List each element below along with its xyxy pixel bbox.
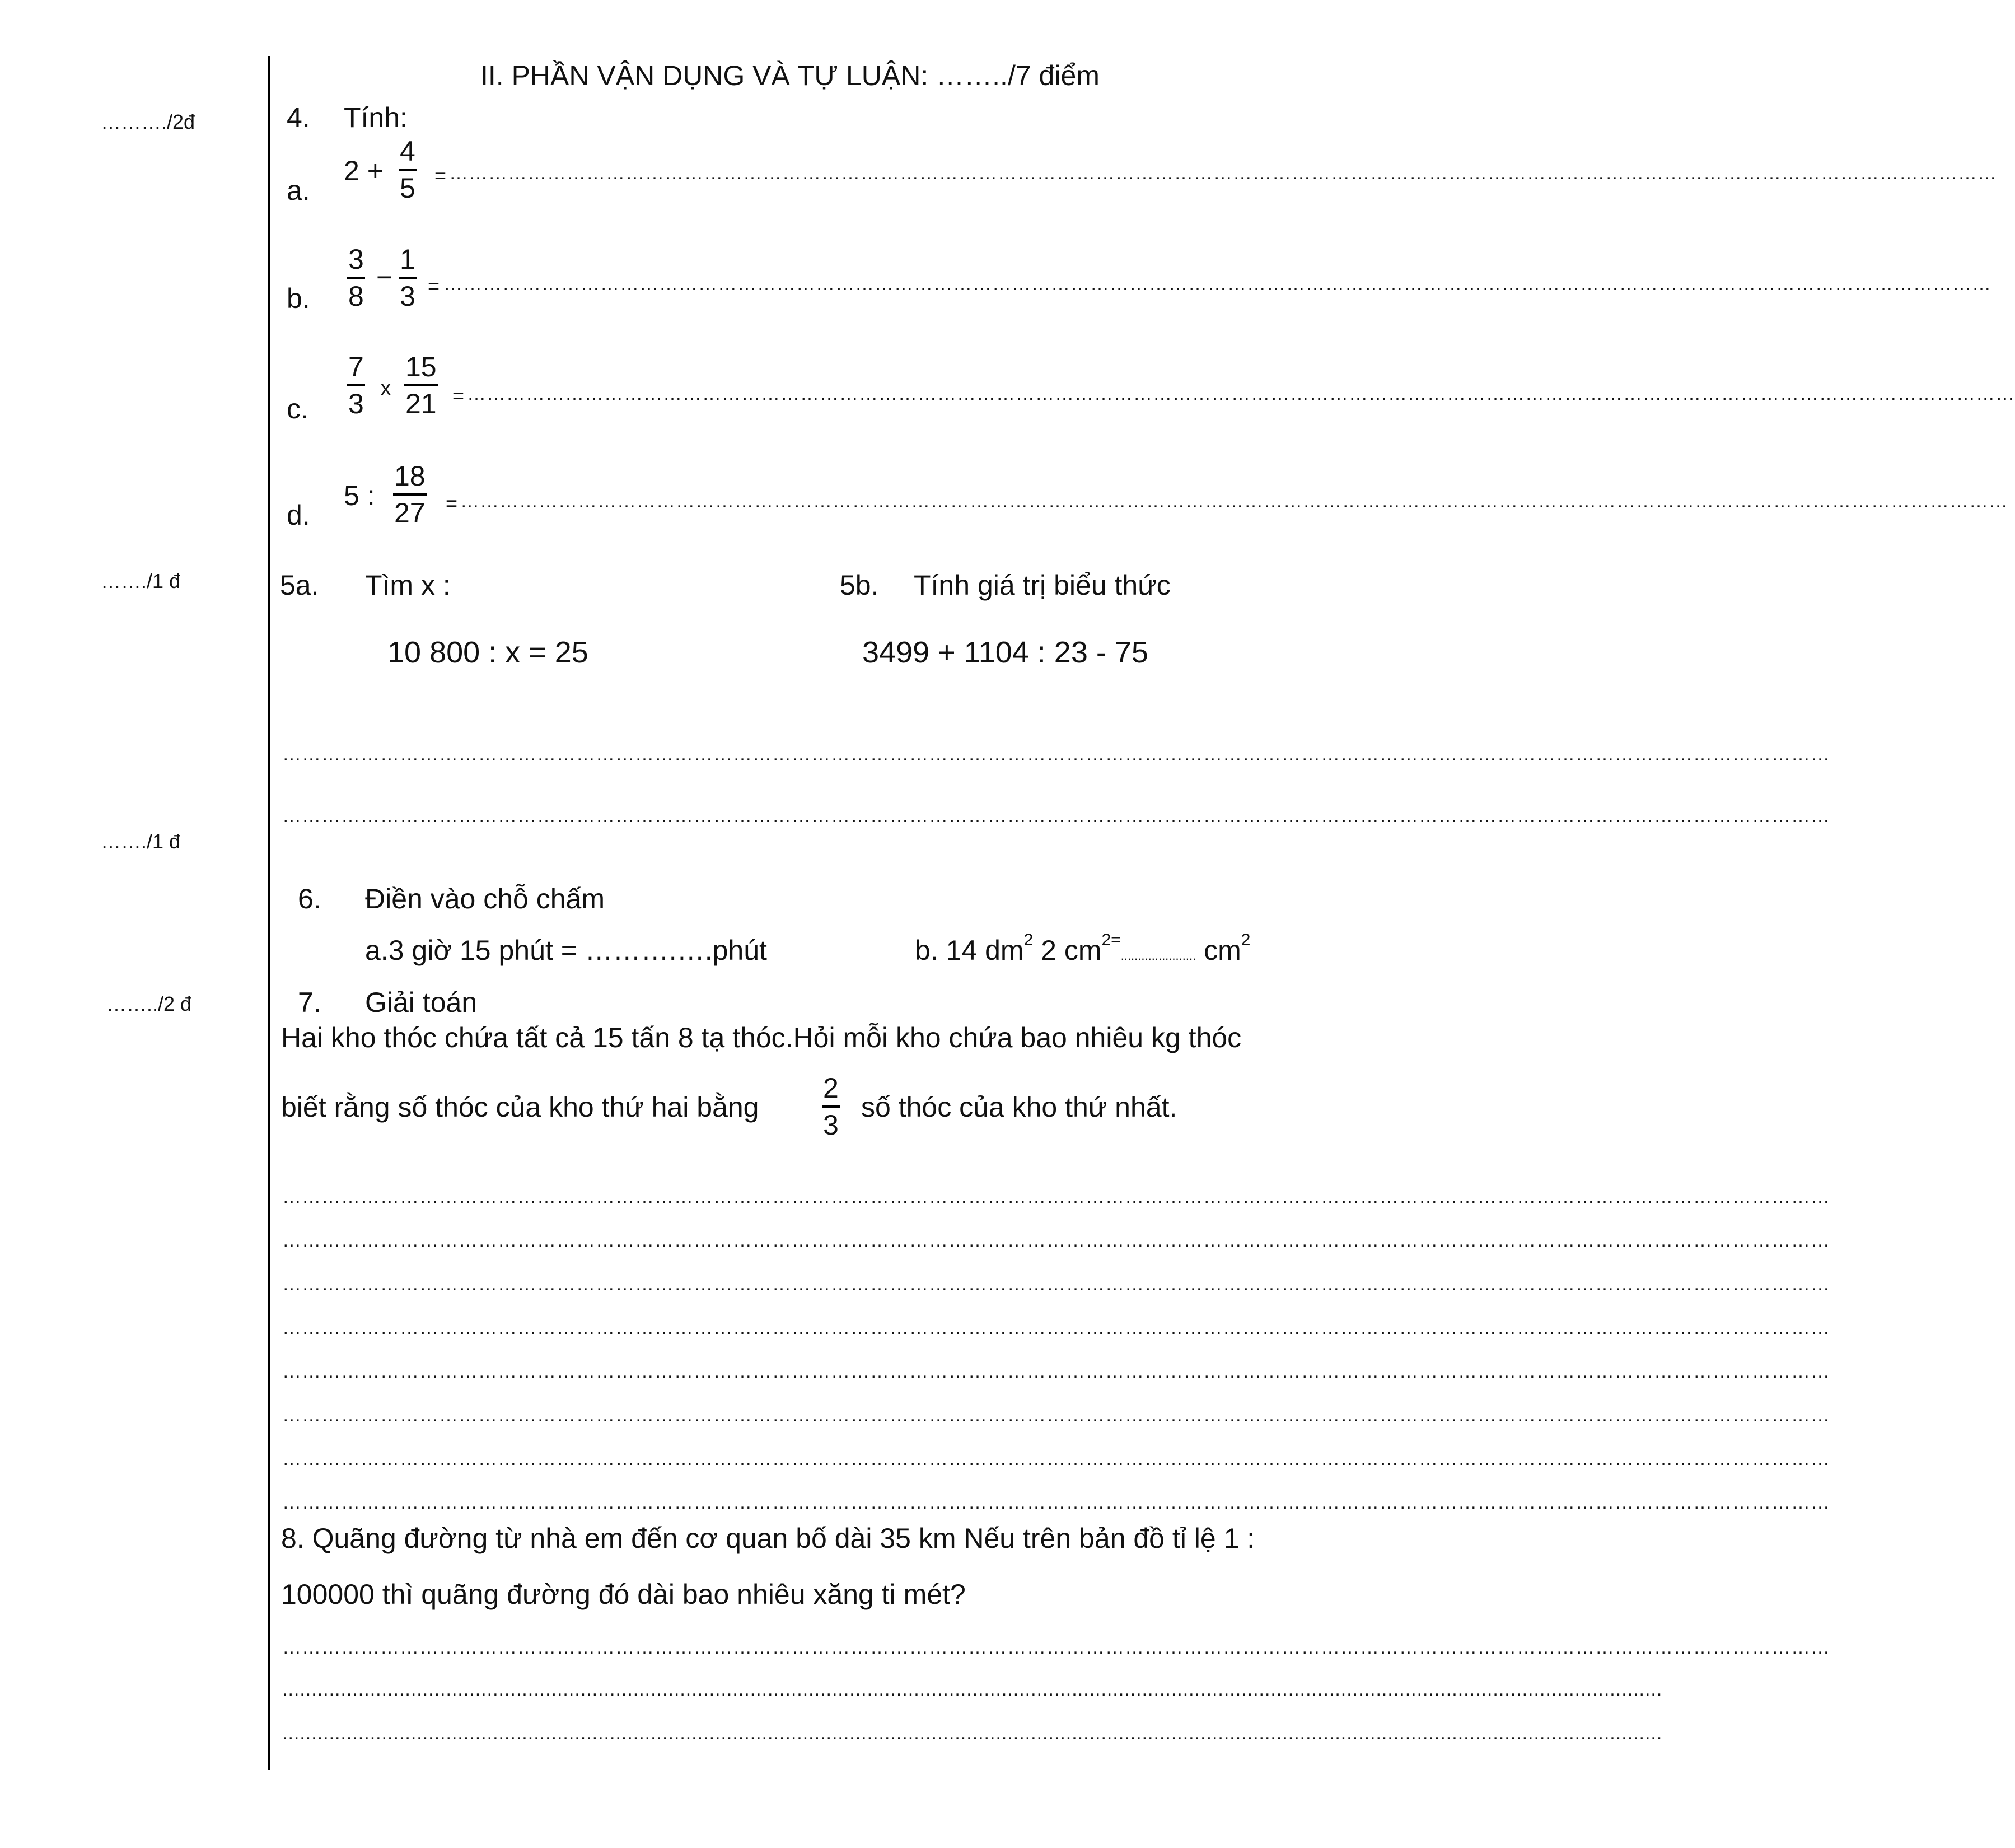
q4c-denominator-2: 21 xyxy=(405,388,437,419)
q4a-letter: a. xyxy=(287,175,310,206)
q4d-equals: = xyxy=(446,492,458,515)
q7-answer-line-4[interactable]: ………………………………………………………………………………………………………………………………………………………………………………………………………………… xyxy=(282,1317,1830,1338)
q4c-fraction-2 xyxy=(404,353,438,418)
q7-numerator: 2 xyxy=(823,1072,839,1104)
q4a-numerator: 4 xyxy=(400,136,415,167)
q8-problem-line-1: 8. Quãng đường từ nhà em đến cơ quan bố dài 35 km Nếu trên bản đồ tỉ lệ 1 : xyxy=(281,1523,1255,1554)
q6b-blank[interactable]: ...................... xyxy=(1120,949,1196,963)
q4b-denominator-2: 3 xyxy=(400,281,415,312)
q4c-numerator-2: 15 xyxy=(405,351,437,382)
q6b-mid: 2 cm xyxy=(1033,935,1102,966)
q6b-prefix: b. 14 dm xyxy=(915,935,1024,966)
q5-answer-line-2[interactable]: ………………………………………………………………………………………………………………………………………………………………………………………………………………… xyxy=(282,805,1830,827)
q7-problem-line-2-start: biết rằng số thóc của kho thứ hai bằng xyxy=(281,1091,759,1123)
q6-label: Điền vào chỗ chấm xyxy=(365,883,605,914)
q4c-operator: x xyxy=(381,376,391,399)
q4b-equals: = xyxy=(428,274,440,297)
q4c-numerator-1: 7 xyxy=(348,351,364,382)
q6a-text: a.3 giờ 15 phút = ……….….phút xyxy=(365,935,767,966)
q7-fraction xyxy=(822,1074,840,1139)
q5b-label: Tính giá trị biểu thức xyxy=(914,570,1171,601)
q5-answer-line-1[interactable]: ………………………………………………………………………………………………………………………………………………………………………………………………………………… xyxy=(282,744,1830,765)
q6b-unit: cm xyxy=(1196,935,1241,966)
q6-number: 6. xyxy=(298,883,321,914)
q4b-letter: b. xyxy=(287,283,310,314)
q6b-sup-2: 2= xyxy=(1101,931,1121,949)
q7-answer-line-3[interactable]: ………………………………………………………………………………………………………………………………………………………………………………………………………………… xyxy=(282,1273,1830,1295)
q4b-answer-line[interactable]: ………………………………………………………………………………………………………………………………………………………………………………………………………………… xyxy=(443,273,1991,295)
q7-denominator: 3 xyxy=(823,1109,839,1141)
margin-divider-line xyxy=(268,56,270,1770)
q4b-numerator-2: 1 xyxy=(400,244,415,275)
q4b-fraction-1 xyxy=(347,245,365,310)
q8-answer-line-2[interactable]: ............................................................................................................................................................................................................................................ xyxy=(282,1679,1663,1700)
q4d-letter: d. xyxy=(287,500,310,531)
q4-number: 4. xyxy=(287,102,310,133)
q6b-sup-3: 2 xyxy=(1241,931,1251,949)
q4a-lead: 2 + xyxy=(344,155,384,186)
q7-answer-line-5[interactable]: ………………………………………………………………………………………………………………………………………………………………………………………………………………… xyxy=(282,1361,1830,1382)
q7-answer-line-7[interactable]: ………………………………………………………………………………………………………………………………………………………………………………………………………………… xyxy=(282,1448,1830,1469)
score-margin-q5: ……./1 đ xyxy=(101,570,181,592)
score-margin-q4: ………./2đ xyxy=(101,110,195,133)
q6b-sup-1: 2 xyxy=(1023,931,1034,949)
q5a-expression: 10 800 : x = 25 xyxy=(387,636,588,669)
q4d-answer-line[interactable]: ………………………………………………………………………………………………………………………………………………………………………………………………………………… xyxy=(460,491,2008,512)
q4d-denominator: 27 xyxy=(394,497,426,529)
q7-number: 7. xyxy=(298,987,321,1018)
q4c-letter: c. xyxy=(287,393,308,424)
q4b-numerator-1: 3 xyxy=(348,244,364,275)
q6b-text xyxy=(915,931,1251,966)
q5b-number: 5b. xyxy=(840,570,879,601)
q7-answer-line-2[interactable]: ………………………………………………………………………………………………………………………………………………………………………………………………………………… xyxy=(282,1230,1830,1251)
score-margin-q6: ……./1 đ xyxy=(101,830,181,853)
score-margin-q7: ……../2 đ xyxy=(106,992,192,1015)
q4-label: Tính: xyxy=(344,102,408,133)
q4b-denominator-1: 8 xyxy=(348,281,364,312)
q7-answer-line-8[interactable]: ………………………………………………………………………………………………………………………………………………………………………………………………………………… xyxy=(282,1492,1830,1513)
q8-problem-line-2: 100000 thì quãng đường đó dài bao nhiêu xăng ti mét? xyxy=(281,1579,966,1610)
q4c-equals: = xyxy=(452,384,465,407)
q5b-expression: 3499 + 1104 : 23 - 75 xyxy=(862,636,1148,669)
q8-answer-line-1[interactable]: ………………………………………………………………………………………………………………………………………………………………………………………………………………… xyxy=(282,1637,1830,1658)
q7-problem-line-1: Hai kho thóc chứa tất cả 15 tấn 8 tạ thóc.Hỏi mỗi kho chứa bao nhiêu kg thóc xyxy=(281,1022,1242,1053)
q4c-answer-line[interactable]: ………………………………………………………………………………………………………………………………………………………………………………………………………………… xyxy=(467,383,2015,404)
q4a-fraction xyxy=(399,137,417,202)
q5a-label: Tìm x : xyxy=(365,570,451,601)
q4d-fraction xyxy=(393,462,427,527)
q4a-equals: = xyxy=(434,164,447,187)
q4a-denominator: 5 xyxy=(400,172,415,204)
q7-answer-line-1[interactable]: ………………………………………………………………………………………………………………………………………………………………………………………………………………… xyxy=(282,1186,1830,1207)
q4c-denominator-1: 3 xyxy=(348,388,364,419)
q4b-fraction-2 xyxy=(399,245,417,310)
q4a-answer-line[interactable]: ………………………………………………………………………………………………………………………………………………………………………………………………………………… xyxy=(449,162,1997,184)
q7-problem-line-2-end: số thóc của kho thứ nhất. xyxy=(861,1091,1177,1123)
section-header: II. PHẦN VẬN DỤNG VÀ TỰ LUẬN: ……../7 điểm xyxy=(480,60,1100,91)
q8-answer-line-3[interactable]: ............................................................................................................................................................................................................................................ xyxy=(282,1723,1663,1744)
q4d-lead: 5 : xyxy=(344,480,375,511)
q7-label: Giải toán xyxy=(365,987,478,1018)
q5a-number: 5a. xyxy=(280,570,319,601)
q4b-operator: − xyxy=(376,262,393,293)
q4d-numerator: 18 xyxy=(394,460,426,492)
q4c-fraction-1 xyxy=(347,353,365,418)
q7-answer-line-6[interactable]: ………………………………………………………………………………………………………………………………………………………………………………………………………………… xyxy=(282,1404,1830,1426)
